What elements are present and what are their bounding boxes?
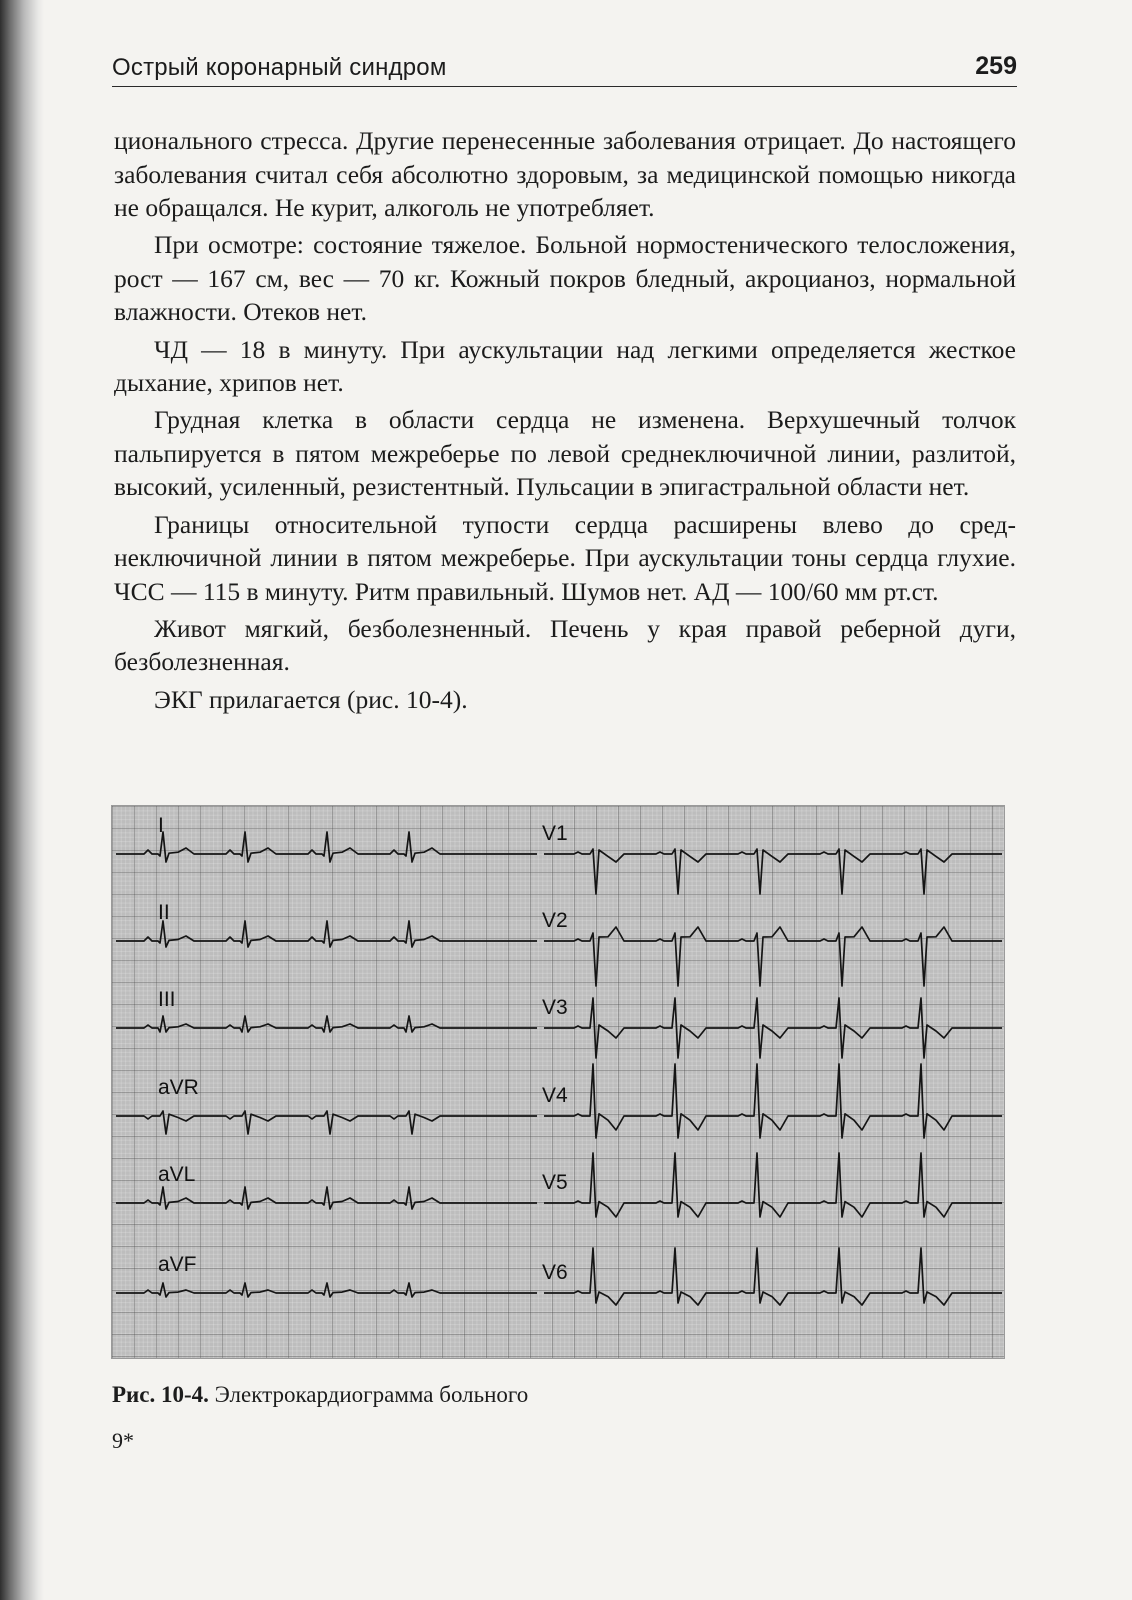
ecg-trace-v6 [544, 1248, 1002, 1305]
running-title: Острый коронарный синдром [112, 54, 447, 81]
ecg-lead-label-avr: aVR [158, 1076, 199, 1099]
body-text [114, 124, 1016, 720]
paragraph-examination: При осмотре: состояние тяжелое. Больной нормостенического телосложения, рост — 167 см, вес — 70 кг. Кожный покров бледный, акроцианоз, нормальной влажности. Отеков нет. [114, 230, 1016, 327]
paragraph-history: ционального стресса. Другие перенесенные заболевания отрицает. До настоящего заболевания считал себя абсолютно здоровым, за медицинской помощью никогда не обращался. Не курит, алкоголь не употребляет. [114, 126, 1016, 223]
ecg-trace-avr [116, 1111, 537, 1134]
paragraph-ecg-reference: ЭКГ прилагается (рис. 10-4). [154, 684, 468, 714]
signature-mark: 9* [112, 1428, 134, 1453]
ecg-trace-i [116, 832, 537, 862]
page-number: 259 [975, 52, 1017, 80]
paragraph-chest: Грудная клетка в области сердца не изменена. Верхушечный толчок пальпируется в пятом межреберье по левой среднеключичной линии, разлитой, высокий, усиленный, резистентный. Пульсации в эпигастральной области нет. [114, 405, 1016, 502]
ecg-trace-v3 [544, 998, 1002, 1058]
figure-caption-number: Рис. 10-4. [112, 1382, 209, 1407]
ecg-traces [112, 806, 1004, 1358]
ecg-lead-label-v5: V5 [542, 1171, 568, 1194]
ecg-lead-label-avf: aVF [158, 1253, 197, 1276]
ecg-trace-v1 [544, 849, 1002, 894]
ecg-lead-label-v1: V1 [542, 822, 568, 845]
ecg-lead-label-v6: V6 [542, 1261, 568, 1284]
ecg-lead-label-iii: III [158, 988, 176, 1011]
running-head [112, 52, 1017, 87]
ecg-figure [111, 805, 1005, 1359]
ecg-trace-v4 [544, 1064, 1002, 1138]
ecg-lead-label-i: I [158, 814, 164, 837]
ecg-lead-label-avl: aVL [158, 1163, 196, 1186]
ecg-trace-avf [116, 1283, 537, 1297]
ecg-lead-label-v4: V4 [542, 1084, 568, 1107]
ecg-trace-v2 [544, 927, 1002, 986]
ecg-trace-avl [116, 1187, 537, 1209]
paragraph-abdomen: Живот мягкий, безболезненный. Печень у края правой реберной дуги, безболезненная. [114, 613, 1016, 677]
paragraph-respiration: ЧД — 18 в минуту. При аускультации над легкими определяется жесткое дыхание, хрипов нет. [114, 334, 1016, 398]
ecg-lead-label-ii: II [158, 901, 170, 924]
ecg-trace-v5 [544, 1153, 1002, 1217]
figure-caption-text: Электрокардиограмма больного [214, 1382, 529, 1407]
paragraph-heart: Границы относительной тупости сердца расширены влево до среднеключичной линии в пятом межреберье. При аускультации тоны сердца глухие. ЧСС — 115 в минуту. Ритм правильный. Шумов нет. АД — 100/60 мм рт.ст. [114, 509, 1016, 606]
book-binding-shadow [0, 0, 44, 1600]
ecg-lead-label-v3: V3 [542, 996, 568, 1019]
ecg-lead-label-v2: V2 [542, 909, 568, 932]
figure-caption [112, 1382, 528, 1408]
ecg-trace-ii [116, 921, 537, 947]
ecg-trace-iii [116, 1016, 537, 1032]
